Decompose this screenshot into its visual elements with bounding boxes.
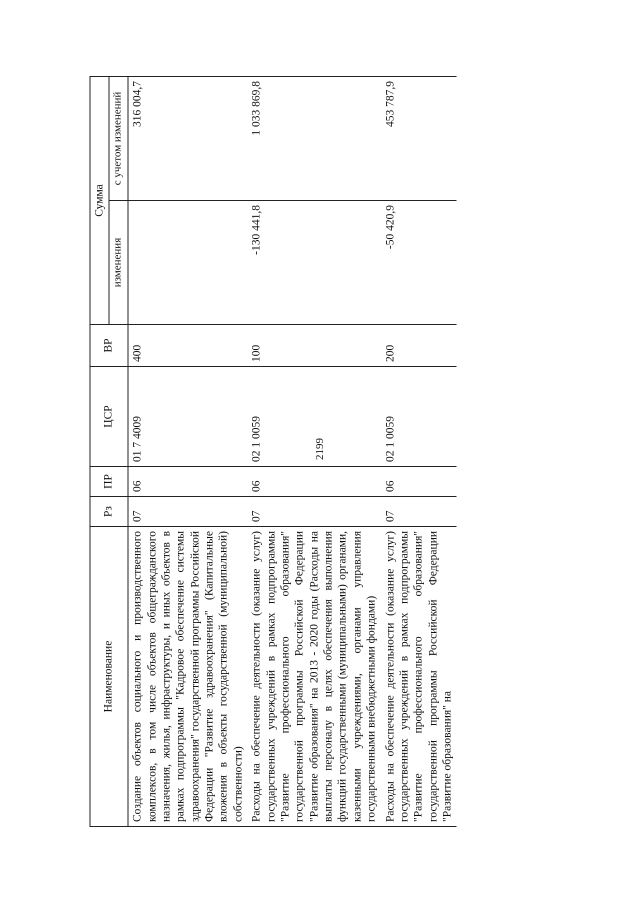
- row-csr: 02 1 0059: [248, 367, 381, 467]
- table-row: [381, 76, 457, 826]
- row-vr: 200: [381, 325, 457, 367]
- row-csr: 02 1 0059: [381, 367, 457, 467]
- header-changes: изменения: [109, 201, 128, 325]
- row-total: 316 004,7: [128, 76, 248, 200]
- row-change: -50 420,9: [381, 201, 457, 325]
- rotated-table-container: [90, 77, 555, 827]
- row-vr: 100: [248, 325, 381, 367]
- row-rz: 07: [248, 497, 381, 527]
- table-row: [248, 76, 381, 826]
- row-csr: 01 7 4009: [128, 367, 248, 467]
- header-vr: ВР: [90, 325, 128, 367]
- row-pr: 06: [128, 467, 248, 497]
- row-rz: 07: [128, 497, 248, 527]
- row-total: 453 787,9: [381, 76, 457, 200]
- header-pr: ПР: [90, 467, 128, 497]
- row-total: 1 033 869,8: [248, 76, 381, 200]
- row-name: Расходы на обеспечение деятельности (оказание услуг) государственных учреждений в рамках подпрограммы "Развитие профессионального образования" государственной программы Российской Федерации "Развитие образования" на: [381, 527, 457, 827]
- header-rz: Рз: [90, 497, 128, 527]
- header-row-1: [90, 76, 109, 826]
- header-csr: ЦСР: [90, 367, 128, 467]
- row-vr: 400: [128, 325, 248, 367]
- table-row: [128, 76, 248, 826]
- row-name: Создание объектов социального и производственного комплексов, в том числе объектов общегражданского назначения, жилья, инфраструктуры, и иных объектов в рамках подпрограммы "Кадровое обеспечение системы здравоохранения" государственной программы Российской Федерации "Развитие здравоохранения" (Капитальные вложения в объекты государственной (муниципальной) собственности): [128, 527, 248, 827]
- page-number: 2199: [314, 438, 326, 460]
- header-name: Наименование: [90, 527, 128, 827]
- row-change: -130 441,8: [248, 201, 381, 325]
- row-pr: 06: [381, 467, 457, 497]
- header-with-changes: с учетом изменений: [109, 76, 128, 200]
- header-summa: Сумма: [90, 76, 109, 324]
- budget-table: [90, 76, 457, 827]
- row-pr: 06: [248, 467, 381, 497]
- row-name: Расходы на обеспечение деятельности (оказание услуг) государственных учреждений в рамках подпрограммы "Развитие профессионального образования" государственной программы Российской Федерации "Развитие образования" на 2013 - 2020 годы (Расходы на выплаты персоналу в целях обеспечения выполнения функций государственными (муниципальными) органами, казенными учреждениями, органами управления государственными внебюджетными фондами): [248, 527, 381, 827]
- row-change: [128, 201, 248, 325]
- row-rz: 07: [381, 497, 457, 527]
